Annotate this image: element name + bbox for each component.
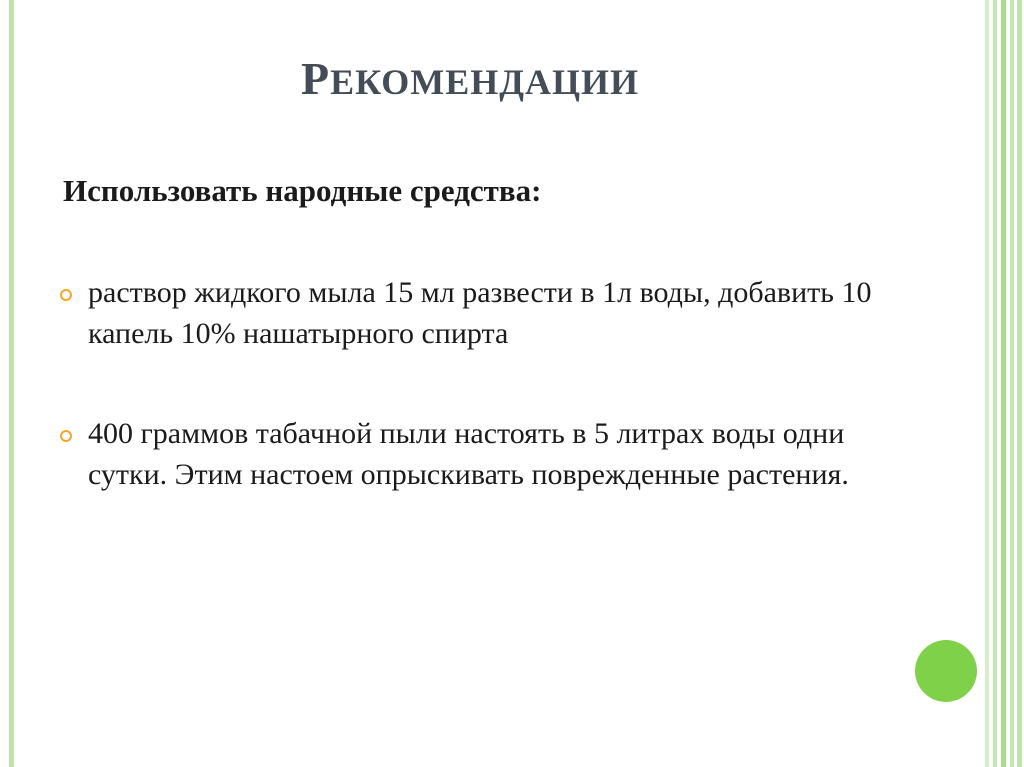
title-initial: Р [300, 53, 331, 104]
frame-left-stripe [9, 0, 14, 767]
frame-right-line-1 [985, 0, 989, 767]
green-circle-decoration [915, 640, 977, 702]
bullet-ring-icon [60, 289, 72, 301]
slide-title [0, 52, 940, 105]
frame-right-line-2 [993, 0, 997, 767]
bullet-ring-icon [60, 430, 72, 442]
bullet-item: 400 граммов табачной пыли настоять в 5 литрах воды одни сутки. Этим настоем опрыскивать поврежденные растения. [88, 417, 849, 491]
subtitle: Использовать народные средства: [63, 173, 542, 208]
title-rest: ЕКОМЕНДАЦИИ [330, 62, 640, 102]
bullet-item: раствор жидкого мыла 15 мл развести в 1л воды, добавить 10 капель 10% нашатырного спирта [88, 276, 872, 350]
frame-right-line-4 [1010, 0, 1014, 767]
frame-right-stripes [985, 0, 1024, 767]
frame-right-line-3 [1001, 0, 1006, 767]
frame-right-line-5 [1017, 0, 1022, 767]
